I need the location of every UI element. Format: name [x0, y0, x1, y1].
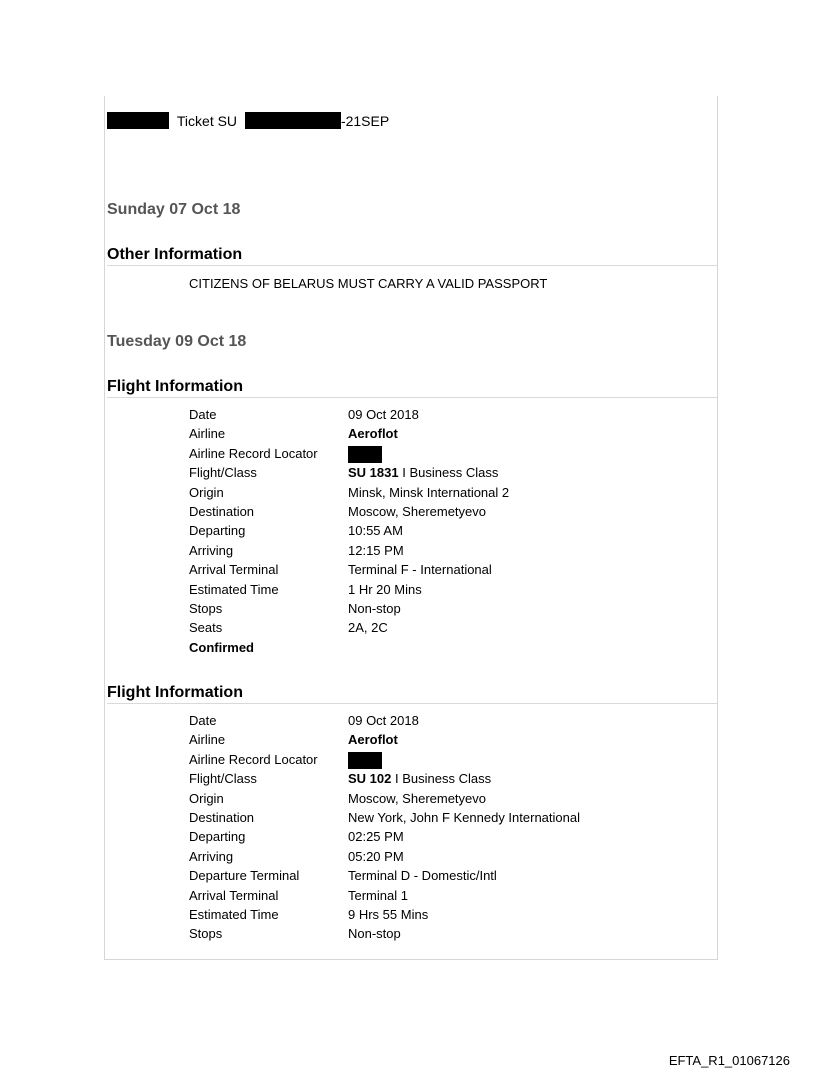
flight-information-heading: Flight Information [107, 684, 717, 704]
detail-label: Seats [189, 620, 223, 636]
ticket-date-suffix: -21SEP [340, 113, 390, 129]
departure-terminal: Terminal D - Domestic/Intl [348, 868, 497, 884]
arriving-time: 05:20 PM [348, 848, 404, 864]
day-heading-sunday: Sunday 07 Oct 18 [107, 201, 241, 218]
redaction-block [348, 752, 382, 769]
departing-time: 10:55 AM [348, 523, 403, 539]
detail-label: Flight/Class [189, 771, 257, 787]
flight-date: 09 Oct 2018 [348, 407, 419, 422]
stops: Non-stop [348, 926, 401, 942]
arrival-terminal: Terminal F - International [348, 562, 492, 578]
class-separator: I [402, 465, 406, 481]
booking-status: Confirmed [189, 639, 254, 655]
day-heading-tuesday: Tuesday 09 Oct 18 [107, 333, 247, 350]
detail-label: Flight/Class [189, 465, 257, 481]
flight-date: 09 Oct 2018 [348, 713, 419, 728]
detail-label: Airline Record Locator [189, 445, 318, 461]
destination: New York, John F Kennedy International [348, 809, 580, 825]
detail-label: Departing [189, 523, 246, 539]
other-information-text: CITIZENS OF BELARUS MUST CARRY A VALID PASSPORT [189, 276, 548, 291]
record-locator [348, 750, 382, 769]
estimated-time: 1 Hr 20 Mins [348, 581, 422, 597]
flight-class [348, 463, 498, 482]
airline-name: Aeroflot [348, 426, 398, 442]
detail-label: Departing [189, 829, 246, 845]
arrival-terminal: Terminal 1 [348, 887, 408, 903]
detail-label: Stops [189, 600, 223, 616]
origin: Moscow, Sheremetyevo [348, 790, 487, 806]
origin: Minsk, Minsk International 2 [348, 484, 510, 500]
detail-label: Arrival Terminal [189, 887, 279, 903]
redaction-block [107, 112, 169, 129]
seats: 2A, 2C [348, 620, 388, 636]
detail-label: Origin [189, 790, 224, 806]
redaction-block [348, 446, 382, 463]
detail-label: Origin [189, 484, 224, 500]
flight-information-heading: Flight Information [107, 378, 717, 398]
other-information-heading: Other Information [107, 246, 717, 266]
detail-label: Arrival Terminal [189, 562, 279, 578]
detail-label: Airline Record Locator [189, 751, 318, 767]
destination: Moscow, Sheremetyevo [348, 503, 487, 519]
detail-label: Date [189, 407, 217, 422]
detail-label: Stops [189, 926, 223, 942]
detail-label: Arriving [189, 542, 234, 558]
stops: Non-stop [348, 600, 401, 616]
ticket-line [107, 112, 389, 130]
detail-label: Arriving [189, 848, 234, 864]
detail-label: Date [189, 713, 217, 728]
redaction-block [245, 112, 341, 129]
detail-label: Airline [189, 732, 226, 748]
detail-label: Destination [189, 503, 255, 519]
arriving-time: 12:15 PM [348, 542, 404, 558]
ticket-label: Ticket SU [176, 113, 238, 129]
airline-name: Aeroflot [348, 732, 398, 748]
document-id: EFTA_R1_01067126 [668, 1053, 790, 1068]
flight-number: SU 1831 [348, 465, 399, 481]
class-separator: I [395, 771, 399, 787]
flight-class [348, 769, 491, 788]
estimated-time: 9 Hrs 55 Mins [348, 906, 429, 922]
cabin-class: Business Class [409, 465, 499, 481]
detail-label: Estimated Time [189, 906, 279, 922]
cabin-class: Business Class [402, 771, 492, 787]
departing-time: 02:25 PM [348, 829, 404, 845]
detail-label: Destination [189, 809, 255, 825]
flight-number: SU 102 [348, 771, 392, 787]
detail-label: Estimated Time [189, 581, 279, 597]
record-locator [348, 444, 382, 463]
detail-label: Departure Terminal [189, 868, 300, 884]
detail-label: Airline [189, 426, 226, 442]
